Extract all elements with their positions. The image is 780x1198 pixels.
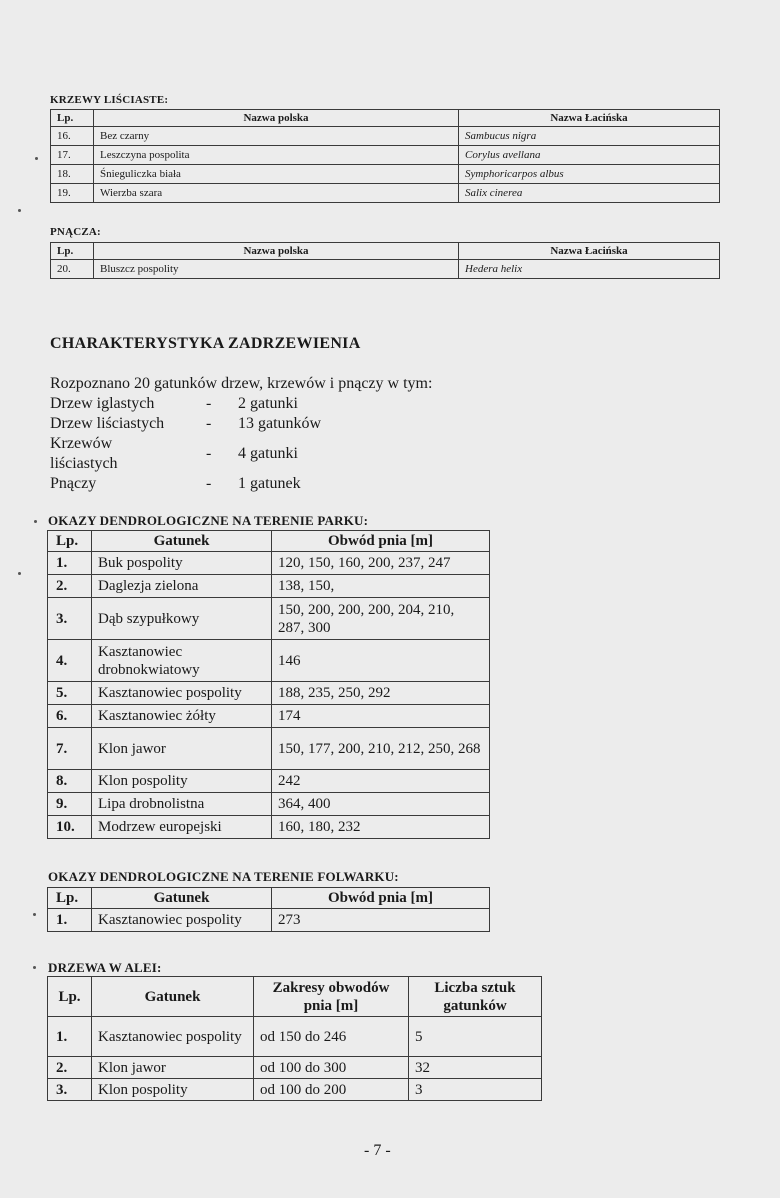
table-cell: Kasztanowiec pospolity — [92, 682, 272, 705]
table-cell: Śnieguliczka biała — [94, 165, 459, 184]
summary-dash: - — [206, 415, 212, 432]
table-cell: Corylus avellana — [459, 146, 720, 165]
summary-value: 13 gatunków — [238, 415, 322, 432]
table-cell: od 100 do 200 — [254, 1079, 409, 1101]
table-cell: 1. — [48, 1017, 92, 1057]
table-cell: 2. — [48, 575, 92, 598]
table-cell: 146 — [272, 640, 490, 682]
summary-value: 2 gatunki — [238, 395, 298, 412]
table-cell: od 150 do 246 — [254, 1017, 409, 1057]
table-row — [48, 1017, 542, 1057]
table-row — [51, 184, 720, 203]
table-cell: od 100 do 300 — [254, 1057, 409, 1079]
table-cell: Kasztanowiec pospolity — [92, 909, 272, 932]
column-header: Lp. — [51, 243, 94, 260]
table-cell: Klon pospolity — [92, 1079, 254, 1101]
summary-value: 4 gatunki — [238, 445, 298, 462]
page-number: - 7 - — [364, 1142, 391, 1159]
table-cell: 120, 150, 160, 200, 237, 247 — [272, 552, 490, 575]
table-cell: Dąb szypułkowy — [92, 598, 272, 640]
table-row — [48, 682, 490, 705]
scan-mark — [18, 209, 21, 212]
summary-dash: - — [206, 475, 212, 492]
farm-table — [47, 887, 490, 932]
species-summary — [50, 374, 432, 494]
table-header-row — [48, 977, 542, 1017]
shrubs-table — [50, 109, 720, 203]
table-row — [48, 770, 490, 793]
table-cell: 8. — [48, 770, 92, 793]
table-cell: 273 — [272, 909, 490, 932]
table-cell: 6. — [48, 705, 92, 728]
column-header: Nazwa polska — [94, 110, 459, 127]
table-cell: 1. — [48, 552, 92, 575]
column-header: Nazwa polska — [94, 243, 459, 260]
summary-label: Krzewów liściastych — [50, 435, 118, 472]
table-cell: Lipa drobnolistna — [92, 793, 272, 816]
table-row — [48, 575, 490, 598]
table-cell: Leszczyna pospolita — [94, 146, 459, 165]
table-cell: 10. — [48, 816, 92, 839]
table-row — [51, 127, 720, 146]
table-header-row — [51, 110, 720, 127]
table-cell: 4. — [48, 640, 92, 682]
table-cell: 188, 235, 250, 292 — [272, 682, 490, 705]
table-cell: 5. — [48, 682, 92, 705]
column-header: Zakresy obwodów pnia [m] — [254, 977, 409, 1017]
column-header: Obwód pnia [m] — [272, 531, 490, 552]
table-cell: Daglezja zielona — [92, 575, 272, 598]
column-header: Liczba sztuk gatunków — [409, 977, 542, 1017]
scan-mark — [35, 157, 38, 160]
column-header: Obwód pnia [m] — [272, 888, 490, 909]
table-row — [48, 1079, 542, 1101]
table-row — [48, 1057, 542, 1079]
table-row — [51, 165, 720, 184]
table-cell: Hedera helix — [459, 260, 720, 279]
column-header: Nazwa Łacińska — [459, 243, 720, 260]
table-cell: Salix cinerea — [459, 184, 720, 203]
table-cell: Klon jawor — [92, 728, 272, 770]
section-heading: CHARAKTERYSTYKA ZADRZEWIENIA — [50, 335, 361, 352]
table-row — [48, 598, 490, 640]
summary-row — [50, 414, 432, 434]
column-header: Lp. — [51, 110, 94, 127]
table-cell: 150, 177, 200, 210, 212, 250, 268 — [272, 728, 490, 770]
column-header: Nazwa Łacińska — [459, 110, 720, 127]
table-row — [48, 728, 490, 770]
column-header: Lp. — [48, 531, 92, 552]
summary-label: Pnączy — [50, 475, 97, 492]
column-header: Lp. — [48, 888, 92, 909]
table-header-row — [51, 243, 720, 260]
table-row — [48, 909, 490, 932]
table-cell: 5 — [409, 1017, 542, 1057]
column-header: Gatunek — [92, 977, 254, 1017]
table-cell: Klon pospolity — [92, 770, 272, 793]
table-cell: 174 — [272, 705, 490, 728]
table-cell: Bez czarny — [94, 127, 459, 146]
column-header: Gatunek — [92, 531, 272, 552]
summary-label: Drzew iglastych — [50, 395, 155, 412]
climbers-table — [50, 242, 720, 279]
table-cell: 138, 150, — [272, 575, 490, 598]
summary-row — [50, 394, 432, 414]
summary-value: 1 gatunek — [238, 475, 301, 492]
farm-title — [48, 869, 399, 885]
table-cell: 19. — [51, 184, 94, 203]
summary-dash: - — [206, 395, 212, 412]
table-cell: 16. — [51, 127, 94, 146]
table-cell: 18. — [51, 165, 94, 184]
summary-row — [50, 474, 432, 494]
table-cell: 3. — [48, 1079, 92, 1101]
table-row — [48, 640, 490, 682]
table-cell: 150, 200, 200, 200, 204, 210, 287, 300 — [272, 598, 490, 640]
shrubs-title: KRZEWY LIŚCIASTE: — [50, 94, 169, 106]
table-cell: 9. — [48, 793, 92, 816]
table-cell: Klon jawor — [92, 1057, 254, 1079]
table-row — [48, 793, 490, 816]
table-cell: Kasztanowiec pospolity — [92, 1017, 254, 1057]
table-cell: 3. — [48, 598, 92, 640]
scan-mark — [18, 572, 21, 575]
table-cell: Kasztanowiec drobnokwiatowy — [92, 640, 272, 682]
table-row — [51, 260, 720, 279]
table-cell: Modrzew europejski — [92, 816, 272, 839]
table-header-row — [48, 888, 490, 909]
farm-title-text: OKAZY DENDROLOGICZNE NA TERENIE FOLWARKU: — [48, 869, 399, 884]
table-row — [48, 816, 490, 839]
table-cell: 160, 180, 232 — [272, 816, 490, 839]
alley-table — [47, 976, 542, 1101]
column-header: Gatunek — [92, 888, 272, 909]
table-cell: Symphoricarpos albus — [459, 165, 720, 184]
table-cell: Buk pospolity — [92, 552, 272, 575]
scan-mark — [33, 913, 36, 916]
summary-intro: Rozpoznano 20 gatunków drzew, krzewów i pnączy w tym: — [50, 375, 433, 392]
table-cell: 7. — [48, 728, 92, 770]
table-row — [48, 552, 490, 575]
table-cell: 3 — [409, 1079, 542, 1101]
table-cell: 32 — [409, 1057, 542, 1079]
table-cell: 364, 400 — [272, 793, 490, 816]
park-table — [47, 530, 490, 839]
table-cell: 1. — [48, 909, 92, 932]
park-title-text: OKAZY DENDROLOGICZNE NA TERENIE PARKU: — [48, 513, 369, 528]
table-cell: 2. — [48, 1057, 92, 1079]
alley-title — [48, 960, 162, 976]
summary-dash: - — [206, 445, 212, 462]
alley-title-text: DRZEWA W ALEI: — [48, 960, 162, 975]
table-row — [51, 146, 720, 165]
table-row — [48, 705, 490, 728]
summary-label: Drzew liściastych — [50, 415, 165, 432]
scan-mark — [33, 966, 36, 969]
column-header: Lp. — [48, 977, 92, 1017]
table-header-row — [48, 531, 490, 552]
park-title — [48, 513, 368, 529]
table-cell: 242 — [272, 770, 490, 793]
table-cell: 20. — [51, 260, 94, 279]
climbers-title: PNĄCZA: — [50, 226, 101, 238]
scan-mark — [34, 520, 37, 523]
table-cell: Bluszcz pospolity — [94, 260, 459, 279]
table-cell: Sambucus nigra — [459, 127, 720, 146]
table-cell: Wierzba szara — [94, 184, 459, 203]
table-cell: Kasztanowiec żółty — [92, 705, 272, 728]
table-cell: 17. — [51, 146, 94, 165]
summary-row — [50, 434, 432, 474]
